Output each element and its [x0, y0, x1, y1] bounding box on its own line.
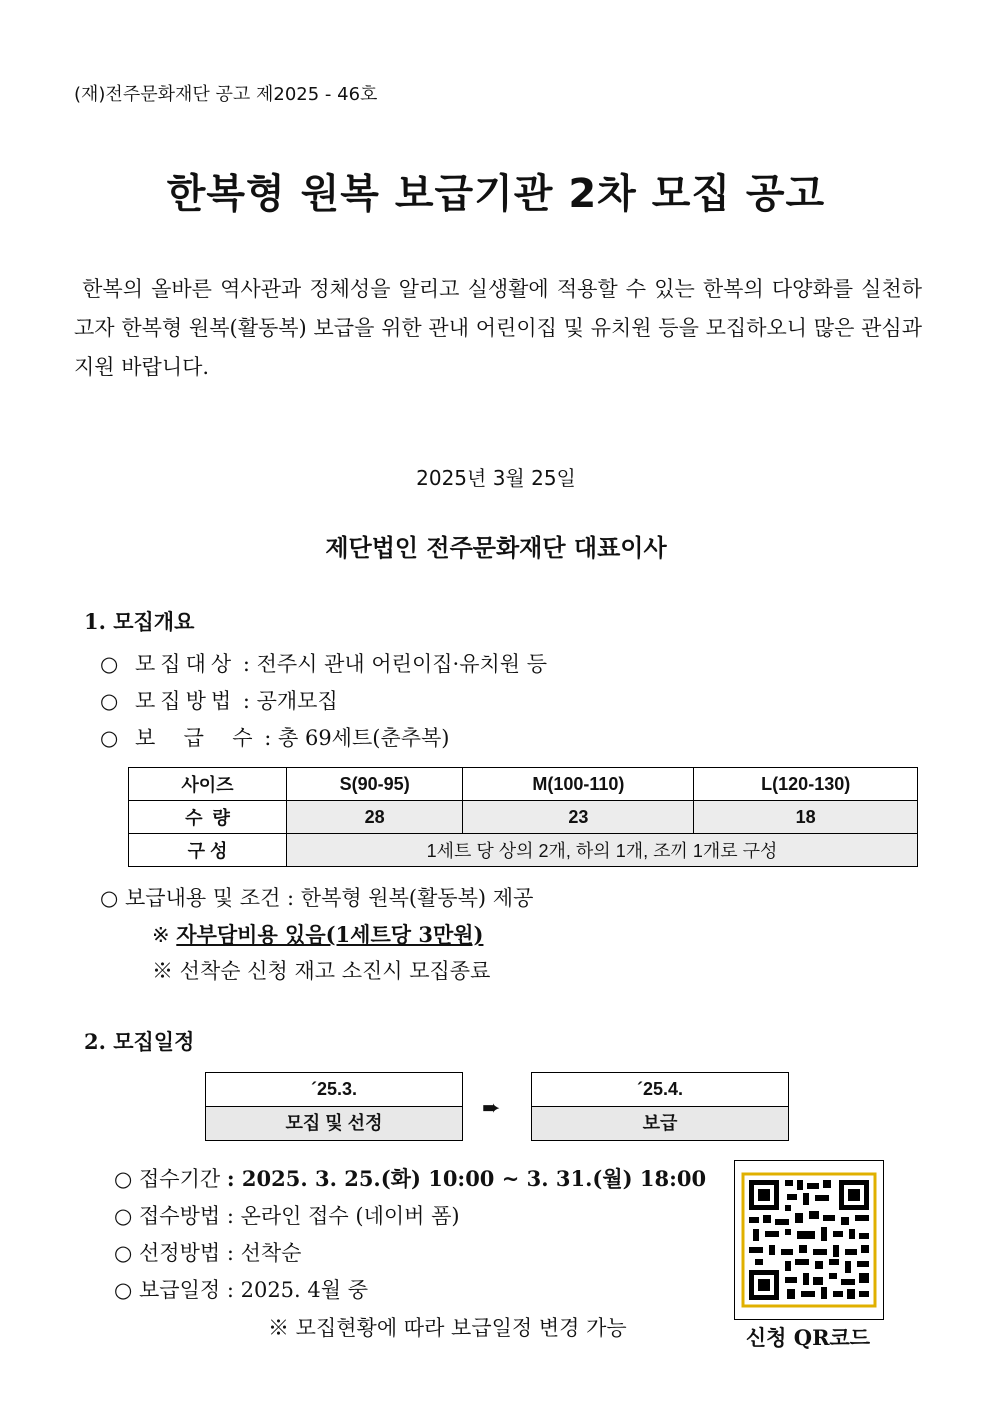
schedule-note: ※ 모집현황에 따라 보급일정 변경 가능	[268, 1316, 627, 1340]
size-m: M(100-110)	[463, 768, 694, 801]
table-row	[129, 768, 918, 801]
quantity-header: 수 량	[129, 801, 287, 834]
arrow-icon: ➨	[482, 1096, 501, 1121]
supply-schedule: ○ 보급일정 : 2025. 4월 중	[114, 1278, 368, 1302]
qr-code-label: 신청 QR코드	[745, 1325, 871, 1350]
selection-method: ○ 선정방법 : 선착순	[114, 1241, 302, 1265]
supply-count: ○ 보 급 수 : 총 69세트(춘추복)	[100, 726, 450, 750]
stage-recruit	[205, 1072, 463, 1141]
recruit-target: ○ 모집대상 : 전주시 관내 어린이집·유치원 등	[100, 652, 548, 676]
stage-supply-date: ´25.4.	[636, 1079, 684, 1099]
organization-name: 제단법인 전주문화재단 대표이사	[325, 533, 667, 562]
stage-supply	[531, 1072, 789, 1141]
intro-paragraph: 한복의 올바른 역사관과 정체성을 알리고 실생활에 적용할 수 있는 한복의 다양화를 실천하고자 한복형 원복(활동복) 보급을 위한 관내 어린이집 및 유치원 등을 모집하오니 많은 관심과 지원 바랍니다.	[74, 277, 922, 379]
recruit-method: ○ 모집방법 : 공개모집	[100, 689, 338, 713]
supply-condition: ○ 보급내용 및 조건 : 한복형 원복(활동복) 제공	[100, 886, 534, 910]
first-come-note: ※ 선착순 신청 재고 소진시 모집종료	[152, 959, 491, 983]
section2-title: 2. 모집일정	[84, 1029, 195, 1054]
stage-recruit-date: ´25.3.	[310, 1079, 358, 1099]
application-method: ○ 접수방법 : 온라인 접수 (네이버 폼)	[114, 1204, 460, 1228]
announcement-date: 2025년 3월 25일	[416, 466, 576, 490]
size-l: L(120-130)	[694, 768, 918, 801]
table-row	[129, 801, 918, 834]
size-header: 사이즈	[129, 768, 287, 801]
qty-l: 18	[694, 801, 918, 834]
qr-code-icon	[735, 1161, 883, 1319]
notice-number: (재)전주문화재단 공고 제2025 - 46호	[74, 84, 378, 105]
composition-value: 1세트 당 상의 2개, 하의 1개, 조끼 1개로 구성	[287, 834, 918, 867]
qty-m: 23	[463, 801, 694, 834]
self-pay-note: ※ 자부담비용 있음(1세트당 3만원)	[152, 922, 484, 947]
stage-supply-name: 보급	[532, 1106, 788, 1140]
section1-title: 1. 모집개요	[84, 609, 195, 634]
application-period: ○ 접수기간 : 2025. 3. 25.(화) 10:00 ~ 3. 31.(월) 18:00	[114, 1166, 707, 1191]
page-title: 한복형 원복 보급기관 2차 모집 공고	[166, 171, 826, 217]
size-s: S(90-95)	[287, 768, 463, 801]
table-row	[129, 834, 918, 867]
composition-header: 구 성	[129, 834, 287, 867]
stage-recruit-name: 모집 및 선정	[206, 1106, 462, 1140]
qr-code-frame[interactable]	[734, 1160, 884, 1320]
qty-s: 28	[287, 801, 463, 834]
distribution-table	[128, 767, 918, 867]
